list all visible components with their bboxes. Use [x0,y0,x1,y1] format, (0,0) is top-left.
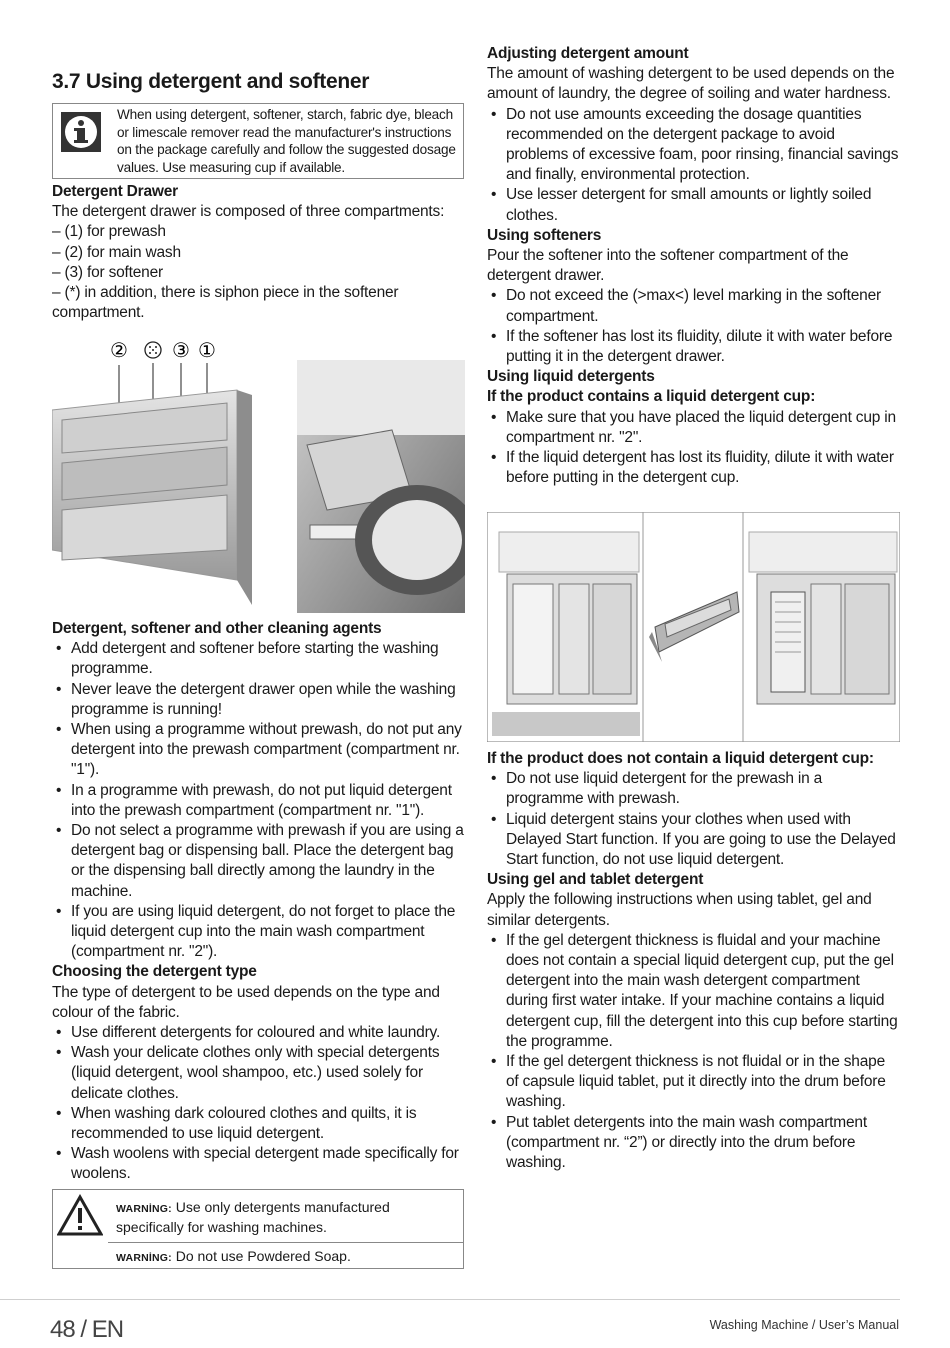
list-item: • Use lesser detergent for small amounts or lightly soiled clothes. [487,185,901,225]
label-softener: ③ [172,338,190,362]
page-number: 48 / EN [50,1316,124,1343]
footer-divider [0,1299,900,1300]
label-prewash: ① [198,338,216,362]
list-item: • Do not use liquid detergent for the prewash in a programme with prewash. [487,769,901,809]
siphon-symbol-icon [145,342,161,358]
compartment-item: – (2) for main wash [52,243,181,261]
softeners-heading: Using softeners [487,226,602,244]
list-item: • Put tablet detergents into the main wash compartment (compartment nr. “2”) or directly into the drum before washing. [487,1113,901,1174]
cleaning-agents-section [52,619,464,1185]
info-text: When using detergent, softener, starch, fabric dye, bleach or limescale remover read the manufacturer's instructions on the package carefully and follow the suggested dosage values. Use measuring cup if available. [117,107,456,175]
info-icon [61,112,101,152]
list-item: • If the gel detergent thickness is fluidal and your machine does not contain a special liquid detergent cup, put the gel detergent into the main wash detergent compartment during first water intake. If your machine contains a liquid detergent cup, fill the detergent into this cup before starting the programme. [487,931,901,1052]
compartment-item: – (3) for softener [52,263,163,281]
info-box [52,103,464,179]
list-item: • Wash your delicate clothes only with special detergents (liquid detergent, wool shampoo, etc.) used solely for delicate clothes. [52,1043,464,1104]
list-item: • Never leave the detergent drawer open while the washing programme is running! [52,680,464,720]
list-item: • Make sure that you have placed the liquid detergent cup in compartment nr. "2". [487,408,901,448]
adjusting-heading: Adjusting detergent amount [487,45,689,62]
warning-text-1: WARNİNG: Use only detergents manufactured specifically for washing machines. [116,1199,390,1235]
list-item: • When using a programme without prewash, do not put any detergent into the prewash compartment (compartment nr. "1"). [52,720,464,781]
detergent-type-heading: Choosing the detergent type [52,963,257,981]
gel-heading: Using gel and tablet detergent [487,871,704,889]
list-item: • If the gel detergent thickness is not fluidal or in the shape of capsule liquid tablet, put it directly into the drum before washing. [487,1052,901,1113]
divider [108,1242,463,1243]
list-item: • If the softener has lost its fluidity, dilute it with water before putting it in the detergent drawer. [487,327,901,367]
adjusting-intro: The amount of washing detergent to be used depends on the amount of laundry, the degree of soiling and water hardness. [487,65,895,103]
section-title: 3.7 Using detergent and softener [52,70,370,93]
detergent-drawer-figure [52,335,465,613]
warning-text-2: WARNİNG: Do not use Powdered Soap. [116,1248,351,1264]
warning-triangle-icon [57,1194,103,1243]
softeners-intro: Pour the softener into the softener compartment of the detergent drawer. [487,247,849,285]
list-item: • Add detergent and softener before starting the washing programme. [52,639,464,679]
right-column-bottom [487,749,901,1173]
gel-intro: Apply the following instructions when using tablet, gel and similar detergents. [487,891,872,929]
liquid-sub1: If the product contains a liquid detergent cup: [487,388,816,406]
cleaning-agents-heading: Detergent, softener and other cleaning agents [52,620,382,637]
detergent-drawer-intro: The detergent drawer is composed of three compartments: [52,203,445,221]
liquid-heading: Using liquid detergents [487,368,655,386]
footer-manual-title: Washing Machine / User’s Manual [709,1318,899,1332]
right-column-top [487,44,901,488]
compartment-item: – (*) in addition, there is siphon piece in the softener compartment. [52,284,399,322]
list-item: • Do not select a programme with prewash if you are using a detergent bag or dispensing ball. Place the detergent bag or the dispensing ball directly among the laundry in the machine. [52,821,464,902]
detergent-drawer-section [52,182,464,323]
list-item: • Do not exceed the (>max<) level marking in the softener compartment. [487,286,901,326]
warning-box [52,1189,464,1269]
list-item: • Use different detergents for coloured and white laundry. [52,1023,464,1043]
liquid-sub2: If the product does not contain a liquid detergent cup: [487,750,874,767]
compartment-item: – (1) for prewash [52,223,166,241]
list-item: • If you are using liquid detergent, do not forget to place the liquid detergent cup into the main wash compartment (compartment nr. "2"). [52,902,464,963]
list-item: • Wash woolens with special detergent made specifically for woolens. [52,1144,464,1184]
liquid-cup-figure [487,512,900,742]
list-item: • In a programme with prewash, do not put liquid detergent into the prewash compartment (compartment nr. "1"). [52,781,464,821]
label-main-wash: ② [110,338,128,362]
list-item: • Liquid detergent stains your clothes when used with Delayed Start function. If you are going to use the Delayed Start function, do not use liquid detergent. [487,810,901,871]
detergent-drawer-heading: Detergent Drawer [52,183,179,200]
list-item: • Do not use amounts exceeding the dosage quantities recommended on the detergent package to avoid problems of excessive foam, poor rinsing, financial savings and finally, environmental protection. [487,105,901,186]
list-item: • When washing dark coloured clothes and quilts, it is recommended to use liquid detergent. [52,1104,464,1144]
detergent-type-intro: The type of detergent to be used depends on the type and colour of the fabric. [52,983,440,1021]
list-item: • If the liquid detergent has lost its fluidity, dilute it with water before putting in the detergent cup. [487,448,901,488]
